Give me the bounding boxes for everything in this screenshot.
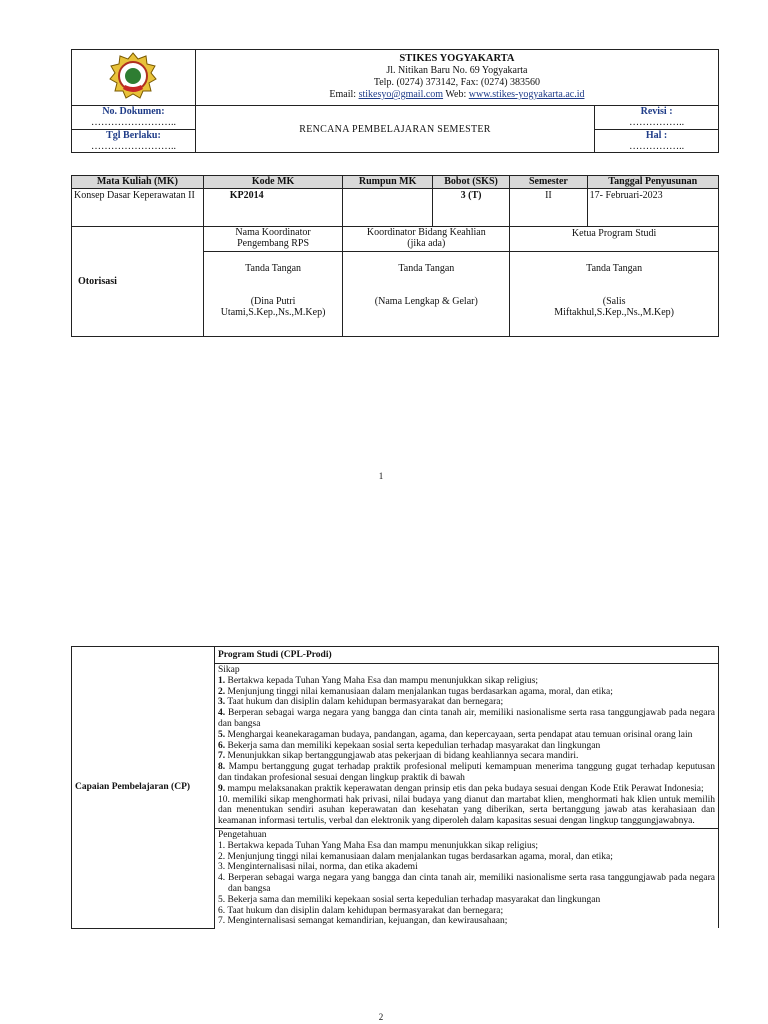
institution-address: Jl. Nitikan Baru No. 69 Yogyakarta bbox=[386, 65, 528, 76]
signature-label: Tanda Tangan bbox=[245, 263, 302, 274]
doc-info-cell bbox=[72, 106, 196, 153]
program-outcomes-title: Program Studi (CPL-Prodi) bbox=[215, 647, 719, 664]
logo-cell bbox=[72, 50, 196, 106]
course-table bbox=[71, 175, 719, 337]
page-number: 1 bbox=[378, 471, 384, 481]
authorization-label: Otorisasi bbox=[72, 227, 204, 337]
course-cluster bbox=[343, 189, 432, 227]
signature-rps-coordinator bbox=[203, 252, 343, 337]
attitude-item-text: Taat hukum dan disiplin dalam kehidupan bermasyarakat dan bernegara; bbox=[227, 697, 504, 708]
attitude-item bbox=[218, 697, 715, 708]
doc-number-value: …………………….. bbox=[72, 118, 195, 130]
attitude-section bbox=[215, 664, 719, 829]
signature-label: Tanda Tangan bbox=[586, 263, 643, 274]
knowledge-item: 2. Menjunjung tinggi nilai kemanusiaan dalam menjalankan tugas berdasarkan agama, moral, dan etika; bbox=[218, 851, 613, 862]
knowledge-section bbox=[215, 828, 719, 928]
attitude-item-text: Bekerja sama dan memiliki kepekaan sosial serta kepedulian terhadap masyarakat dan lingkungan bbox=[227, 740, 601, 751]
revision-info-cell bbox=[595, 106, 719, 153]
role-program-head: Ketua Program Studi bbox=[510, 227, 719, 252]
course-header-row bbox=[72, 176, 719, 189]
course-data-row bbox=[72, 189, 719, 227]
course-name: Konsep Dasar Keperawatan II bbox=[72, 189, 204, 227]
col-header-cluster: Rumpun MK bbox=[343, 176, 432, 189]
page-label: Hal : bbox=[645, 130, 668, 141]
knowledge-item: 5. Bekerja sama dan memiliki kepekaan sosial serta kepedulian terhadap masyarakat dan lingkungan bbox=[218, 894, 601, 905]
col-header-code: Kode MK bbox=[203, 176, 343, 189]
attitude-item bbox=[218, 741, 715, 752]
document-header bbox=[71, 49, 719, 153]
attitude-item-text: Berperan sebagai warga negara yang bangga dan cinta tanah air, memiliki nasionalisme serta rasa tanggungjawab pada negara dan bangsa bbox=[218, 708, 715, 729]
attitude-item bbox=[218, 784, 715, 795]
rps-coordinator-name: (Dina Putri Utami,S.Kep.,Ns.,M.Kep) bbox=[220, 296, 326, 318]
attitude-item-number: 8. bbox=[218, 762, 226, 773]
institution-name: STIKES YOGYAKARTA bbox=[399, 53, 515, 64]
effective-date-label: Tgl Berlaku: bbox=[106, 130, 161, 141]
signature-program-head bbox=[510, 252, 719, 337]
course-code: KP2014 bbox=[203, 189, 343, 227]
course-semester: II bbox=[510, 189, 587, 227]
attitude-item-number: 4. bbox=[218, 708, 226, 719]
email-label: Email: bbox=[329, 89, 357, 100]
program-head-name: (Salis Miftakhul,S.Kep.,Ns.,M.Kep) bbox=[554, 296, 674, 318]
course-credits: 3 (T) bbox=[432, 189, 509, 227]
signature-expertise-coordinator bbox=[343, 252, 510, 337]
col-header-date: Tanggal Penyusunan bbox=[587, 176, 718, 189]
effective-date-value: …………………….. bbox=[90, 141, 176, 152]
role-expertise-coordinator: Koordinator Bidang Keahlian (jika ada) bbox=[343, 227, 510, 252]
knowledge-list bbox=[218, 841, 715, 927]
attitude-item-number: 3. bbox=[218, 697, 226, 708]
attitude-item-number: 5. bbox=[218, 729, 226, 740]
attitude-item bbox=[218, 751, 715, 762]
col-header-course: Mata Kuliah (MK) bbox=[72, 176, 204, 189]
doc-number-label: No. Dokumen: bbox=[102, 106, 165, 117]
knowledge-item: 1. Bertakwa kepada Tuhan Yang Maha Esa dan mampu menunjukkan sikap religius; bbox=[218, 840, 539, 851]
attitude-item bbox=[218, 730, 715, 741]
attitude-item-text: Menghargai keanekaragaman budaya, pandangan, agama, dan kepercayaan, serta pendapat atau temuan orisinal orang lain bbox=[227, 729, 693, 740]
role-rps-coordinator: Nama Koordinator Pengembang RPS bbox=[203, 227, 343, 252]
attitude-item-number: 7. bbox=[218, 751, 226, 762]
page-number: 2 bbox=[378, 1012, 384, 1022]
attitude-item-text: mampu melaksanakan praktik keperawatan dengan prinsip etis dan peka budaya sesuai dengan Kode Etik Perawat Indonesia; bbox=[227, 783, 704, 794]
knowledge-item: 4. Berperan sebagai warga negara yang bangga dan cinta tanah air, memiliki nasionalisme serta rasa tanggungjawab pada negara dan bangsa bbox=[218, 873, 715, 894]
attitude-item-text: Bertakwa kepada Tuhan Yang Maha Esa dan mampu menunjukkan sikap religius; bbox=[227, 675, 539, 686]
attitude-item-number: 9. bbox=[218, 783, 226, 794]
page-value: …………….. bbox=[629, 141, 685, 152]
attitude-list bbox=[218, 676, 715, 827]
institution-contact bbox=[199, 89, 715, 101]
attitude-item bbox=[218, 687, 715, 698]
learning-outcomes-table bbox=[71, 646, 719, 929]
document-title: RENCANA PEMBELAJARAN SEMESTER bbox=[195, 106, 594, 153]
attitude-item bbox=[218, 676, 715, 687]
knowledge-item: 3. Menginternalisasi nilai, norma, dan etika akademi bbox=[218, 862, 418, 873]
institution-info bbox=[195, 50, 718, 106]
institution-seal-icon bbox=[108, 51, 158, 101]
signature-label: Tanda Tangan bbox=[398, 263, 455, 274]
web-label: Web: bbox=[445, 89, 467, 100]
attitude-item-text: Mampu bertanggung gugat terhadap praktik profesional meliputi kemampuan menerima tanggung gugat terhadap keputusan dan tindakan profesional sesuai dengan lingkup praktik di bawah bbox=[218, 762, 715, 783]
attitude-item bbox=[218, 762, 715, 784]
attitude-item-number: 6. bbox=[218, 740, 226, 751]
attitude-item-number: 2. bbox=[218, 686, 226, 697]
revision-value: …………….. bbox=[595, 118, 718, 130]
attitude-item-text: 10. memiliki sikap menghormati hak privasi, nilai budaya yang dianut dan martabat klien, menghormati hak klien untuk memilih dan menentukan sendiri asuhan keperawatan dan kesehatan yang diberikan, serta bertanggung jawab atas kerahasiaan dan keamanan informasi tertulis, verbal dan elektronik yang diperoleh dalam kapasitas sesuai dengan lingkup tanggungjawabnya. bbox=[218, 794, 715, 827]
course-date: 17- Februari-2023 bbox=[587, 189, 718, 227]
attitude-item bbox=[218, 708, 715, 730]
knowledge-item: 7. Menginternalisasi semangat kemandirian, kejuangan, dan kewirausahaan; bbox=[218, 916, 508, 927]
learning-outcomes-label: Capaian Pembelajaran (CP) bbox=[72, 647, 215, 929]
attitude-title: Sikap bbox=[218, 665, 240, 675]
revision-label: Revisi : bbox=[640, 106, 673, 117]
attitude-item bbox=[218, 795, 715, 827]
authorization-roles-row bbox=[72, 227, 719, 252]
web-link[interactable]: www.stikes-yogyakarta.ac.id bbox=[468, 89, 585, 100]
knowledge-title: Pengetahuan bbox=[218, 829, 267, 840]
attitude-item-number: 1. bbox=[218, 675, 226, 686]
attitude-item-text: Menjunjung tinggi nilai kemanusiaan dalam menjalankan tugas berdasarkan agama, moral, dan etika; bbox=[227, 686, 613, 697]
knowledge-item: 6. Taat hukum dan disiplin dalam kehidupan bermasyarakat dan bernegara; bbox=[218, 905, 504, 916]
institution-phone: Telp. (0274) 373142, Fax: (0274) 383560 bbox=[373, 77, 541, 88]
col-header-credits: Bobot (SKS) bbox=[432, 176, 509, 189]
col-header-semester: Semester bbox=[510, 176, 587, 189]
attitude-item-text: Menunjukkan sikap bertanggungjawab atas pekerjaan di bidang keahliannya secara mandiri. bbox=[227, 751, 579, 762]
expertise-coordinator-name: (Nama Lengkap & Gelar) bbox=[374, 296, 478, 307]
email-link[interactable]: stikesyo@gmail.com bbox=[358, 89, 444, 100]
